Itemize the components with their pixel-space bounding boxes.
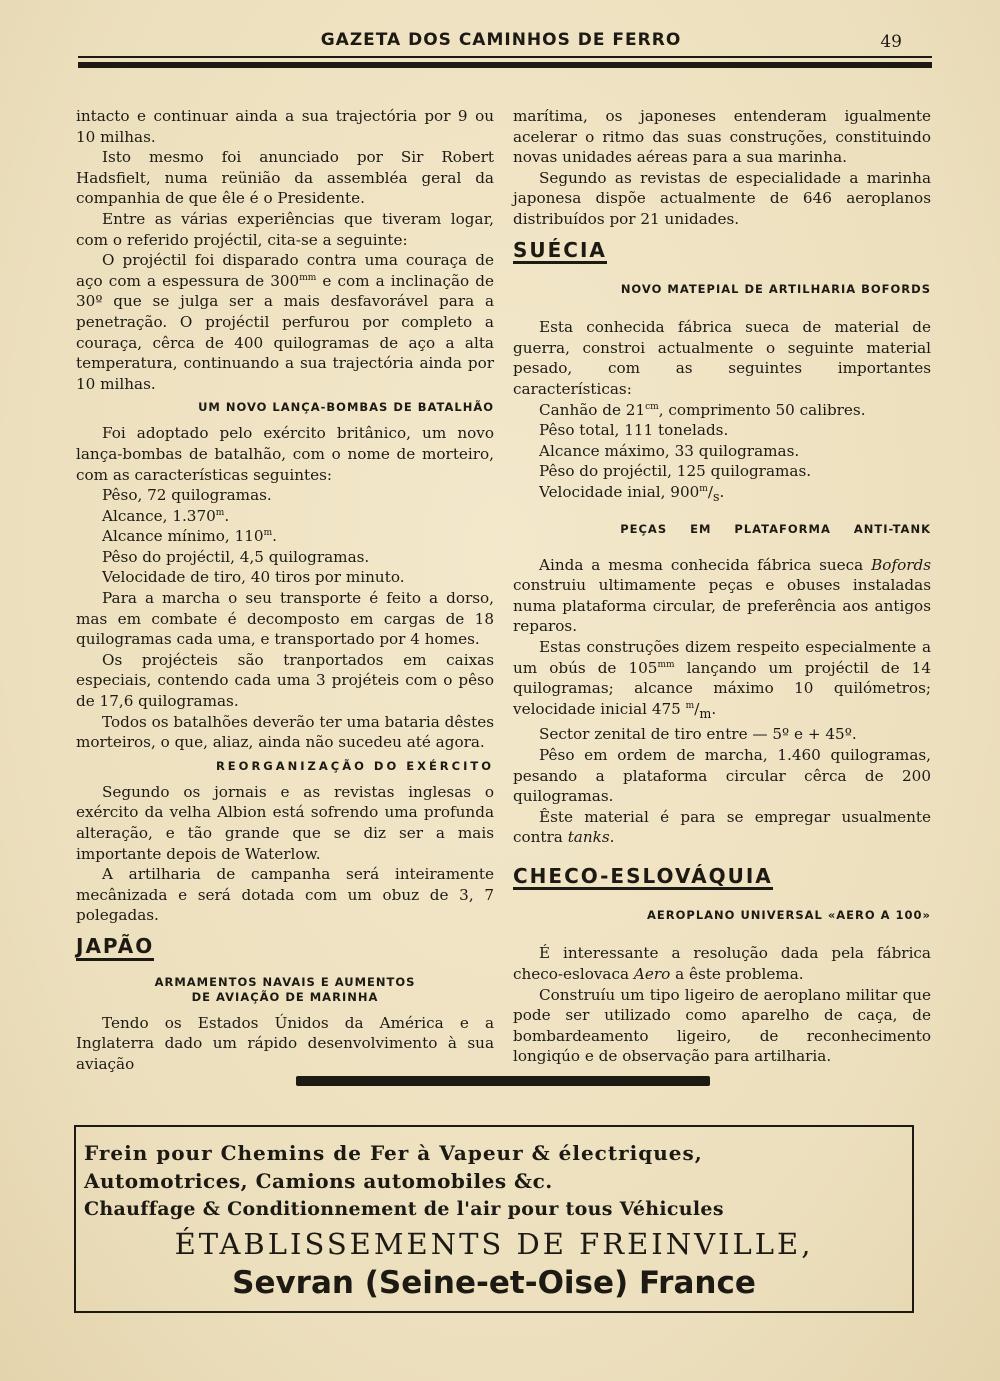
spec-item: Velocidade de tiro, 40 tiros por minuto. bbox=[102, 568, 405, 587]
paragraph: Os projécteis são tranportados em caixas especiais, contendo cada uma 3 projéteis com o pêso de 17,6 quilogramas. bbox=[76, 650, 494, 711]
paragraph: Isto mesmo foi anunciado por Sir Robert Hadsfielt, numa reünião da assembléa geral da companhia de que êle é o Presidente. bbox=[76, 148, 494, 208]
paragraph: Pêso em ordem de marcha, 1.460 quilogramas, pesando a plataforma circular cêrca de 200 quilogramas. bbox=[513, 745, 931, 806]
spec-item: Alcance máximo, 33 quilogramas. bbox=[539, 441, 800, 460]
paragraph: Construíu um tipo ligeiro de aeroplano militar que pode ser utilizado como aparelho de caça, de bombardeamento ligeiro, de reconhecimento longiqúo e de observação para artilharia. bbox=[513, 985, 931, 1066]
section-heading-suecia: SUÉCIA bbox=[513, 240, 607, 265]
paragraph: Estas construções dizem respeito especialmente a um obús de $105^{mm}$ lançando um projéctil de 14 quilogramas; alcance máximo 10 quilómetros; velocidade inicial 475 $^m/_m$. bbox=[513, 637, 931, 721]
spec-item: Canhão de $21^{cm}$, comprimento 50 calibres. bbox=[539, 400, 866, 419]
paragraph: Sector zenital de tiro entre — 5º e + 45º. bbox=[539, 725, 857, 744]
paragraph: Segundo as revistas de especialidade a marinha japonesa dispõe actualmente de 646 aeroplanos distribuídos por 21 unidades. bbox=[513, 168, 931, 228]
page-number: 49 bbox=[880, 32, 902, 52]
advertisement-box bbox=[74, 1125, 914, 1313]
paragraph: Tendo os Estados Únidos da América e a Inglaterra dado um rápido desenvolvimento à sua aviação bbox=[76, 1013, 494, 1073]
subheading: AEROPLANO UNIVERSAL «AERO A 100» bbox=[647, 908, 931, 923]
paragraph: Todos os batalhões deverão ter uma bataria dêstes morteiros, o que, aliaz, ainda não sucedeu até agora. bbox=[76, 712, 494, 752]
spec-item: Pêso, 72 quilogramas. bbox=[102, 486, 272, 505]
ad-location: Sevran (Seine-et-Oise) France bbox=[232, 1265, 756, 1301]
section-divider bbox=[296, 1076, 710, 1086]
section-heading-japao: JAPÃO bbox=[76, 936, 154, 961]
section-heading-checo-eslovaquia: CHECO-ESLOVÁQUIA bbox=[513, 866, 773, 891]
ad-line: Automotrices, Camions automobiles &c. bbox=[84, 1169, 553, 1193]
paragraph: Entre as várias experiências que tiveram logar, com o referido projéctil, cita-se a seguinte: bbox=[76, 209, 494, 249]
spec-item: Velocidade inial, $900^m/_s$. bbox=[539, 482, 725, 504]
spec-item: Alcance, 1.370$^m$. bbox=[102, 506, 230, 525]
subheading: NOVO MATEPIAL DE ARTILHARIA BOFORDS bbox=[620, 282, 931, 297]
publication-title: GAZETA DOS CAMINHOS DE FERRO bbox=[320, 30, 682, 50]
subheading: UM NOVO LANÇA-BOMBAS DE BATALHÃO bbox=[198, 400, 494, 415]
right-column bbox=[513, 106, 931, 1067]
paragraph: Êste material é para se empregar usualmente contra tanks. bbox=[513, 807, 931, 847]
spec-item: Pêso do projéctil, 125 quilogramas. bbox=[539, 462, 812, 481]
subheading: REORGANIZAÇÃO DO EXÉRCITO bbox=[215, 758, 494, 773]
paragraph: Ainda a mesma conhecida fábrica sueca Bofords construiu ultimamente peças e obuses instaladas numa plataforma circular, de preferência aos antigos reparos. bbox=[513, 555, 931, 636]
left-column bbox=[76, 106, 494, 1074]
paragraph: Esta conhecida fábrica sueca de material de guerra, constroi actualmente o seguinte material pesado, com as seguintes importantes características: bbox=[513, 318, 931, 398]
paragraph: Segundo os jornais e as revistas inglesas o exército da velha Albion está sofrendo uma profunda alteração, e tão grande que se diz ser a mais importante depois de Waterlow. bbox=[76, 782, 494, 863]
spec-item: Alcance mínimo, 110$^m$. bbox=[102, 527, 277, 546]
paragraph: Para a marcha o seu transporte é feito a dorso, mas em combate é decomposto em cargas de 18 quilogramas cada uma, e transportado por 4 homes. bbox=[76, 589, 494, 649]
paragraph: intacto e continuar ainda a sua trajectória por 9 ou 10 milhas. bbox=[76, 107, 494, 146]
masthead bbox=[70, 30, 932, 74]
paragraph: É interessante a resolução dada pela fábrica checo-eslovaca Aero a êste problema. bbox=[513, 944, 931, 984]
spec-item: Pêso total, 111 tonelads. bbox=[539, 421, 729, 440]
paragraph: O projéctil foi disparado contra uma couraça de aço com a espessura de $300^{mm}$ e com a inclinação de 30º que se julga ser a mais desfavorável para a penetração. O projéctil perfurou por completo a couraça, cêrca de 400 quilogramas de aço a alta temperatura, continuando a sua trajectória ainda por 10 milhas. bbox=[76, 251, 494, 393]
header-rule-thin bbox=[78, 56, 932, 58]
ad-line: Frein pour Chemins de Fer à Vapeur & électriques, bbox=[84, 1141, 703, 1165]
header-rule-thick bbox=[78, 62, 932, 68]
paragraph: Foi adoptado pelo exército britânico, um novo lança-bombas de batalhão, com o nome de morteiro, com as características seguintes: bbox=[76, 424, 494, 484]
paragraph: marítima, os japoneses entenderam igualmente acelerar o ritmo das suas construções, constituindo novas unidades aéreas para a sua marinha. bbox=[513, 107, 931, 167]
paragraph: A artilharia de campanha será inteiramente mecânizada e será dotada com um obuz de 3, 7 polegadas. bbox=[76, 865, 494, 925]
ad-company-name: ÉTABLISSEMENTS DE FREINVILLE, bbox=[174, 1227, 814, 1261]
subheading: ARMAMENTOS NAVAIS E AUMENTOS DE AVIAÇÃO DE MARINHA bbox=[154, 974, 416, 1004]
subheading: PEÇAS EM PLATAFORMA ANTI-TANK bbox=[620, 521, 931, 536]
ad-line: Chauffage & Conditionnement de l'air pour tous Véhicules bbox=[84, 1198, 724, 1220]
spec-item: Pêso do projéctil, 4,5 quilogramas. bbox=[102, 547, 370, 566]
